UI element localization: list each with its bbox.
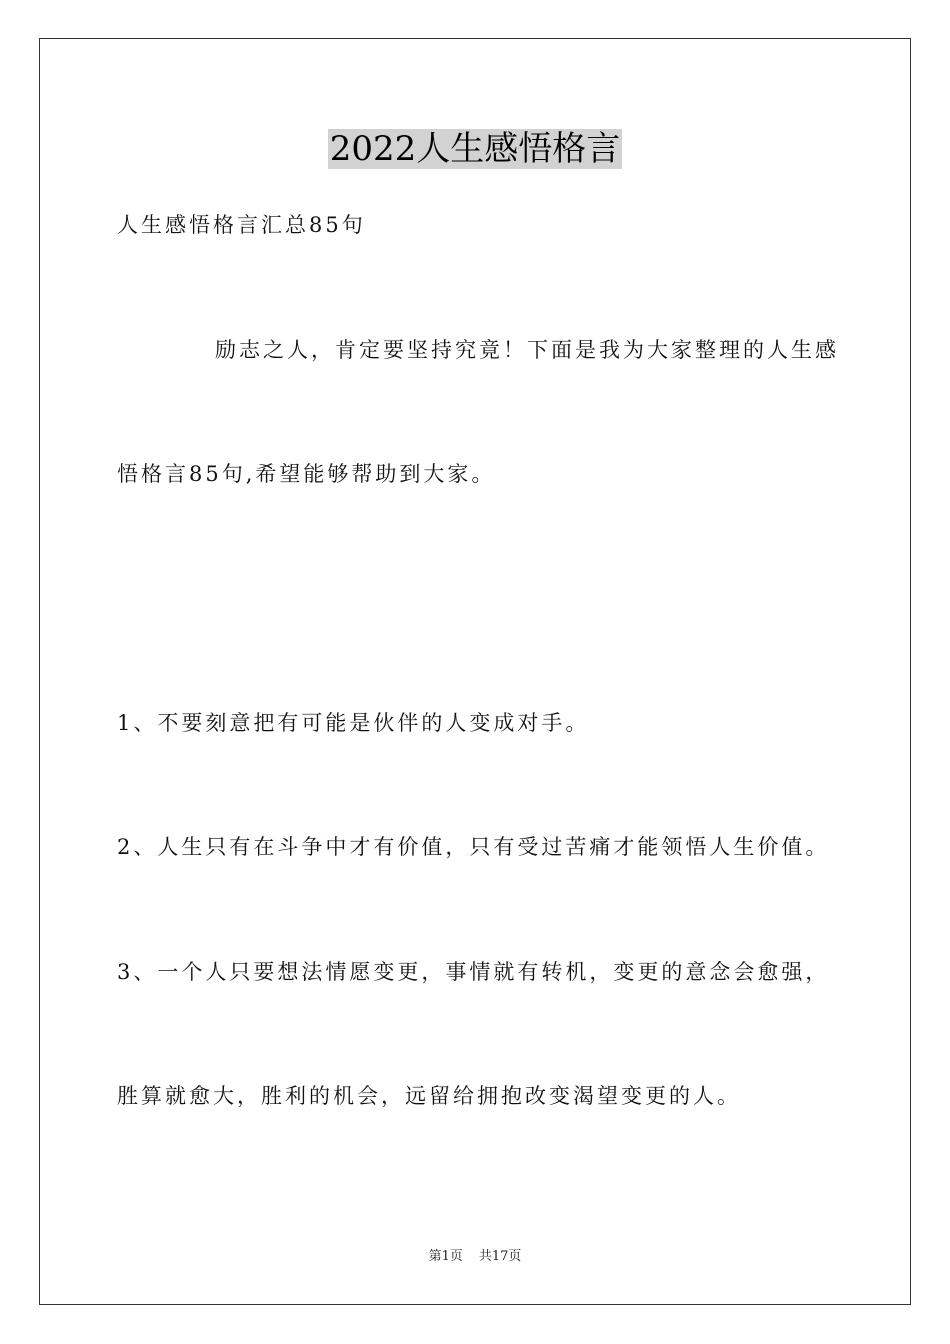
document-title: 2022人生感悟格言 — [329, 129, 621, 169]
list-item-continuation: 胜算就愈大，胜利的机会，远留给拥抱改变渴望变更的人。 — [117, 1084, 741, 1108]
page-number: 第1页 — [428, 1249, 463, 1264]
page-footer — [0, 1248, 950, 1266]
list-item: 3、一个人只要想法情愿变更，事情就有转机，变更的意念会愈强， — [117, 960, 830, 984]
title-container — [0, 129, 950, 169]
document-subtitle: 人生感悟格言汇总85句 — [117, 213, 366, 237]
list-item: 1、不要刻意把有可能是伙伴的人变成对手。 — [117, 711, 590, 735]
page-total: 共17页 — [478, 1249, 522, 1264]
list-item: 2、人生只有在斗争中才有价值，只有受过苦痛才能领悟人生价值。 — [117, 835, 830, 859]
intro-paragraph-line-2: 悟格言85句,希望能够帮助到大家。 — [117, 462, 496, 486]
intro-paragraph-line-1: 励志之人，肯定要坚持究竟！下面是我为大家整理的人生感 — [215, 338, 839, 362]
